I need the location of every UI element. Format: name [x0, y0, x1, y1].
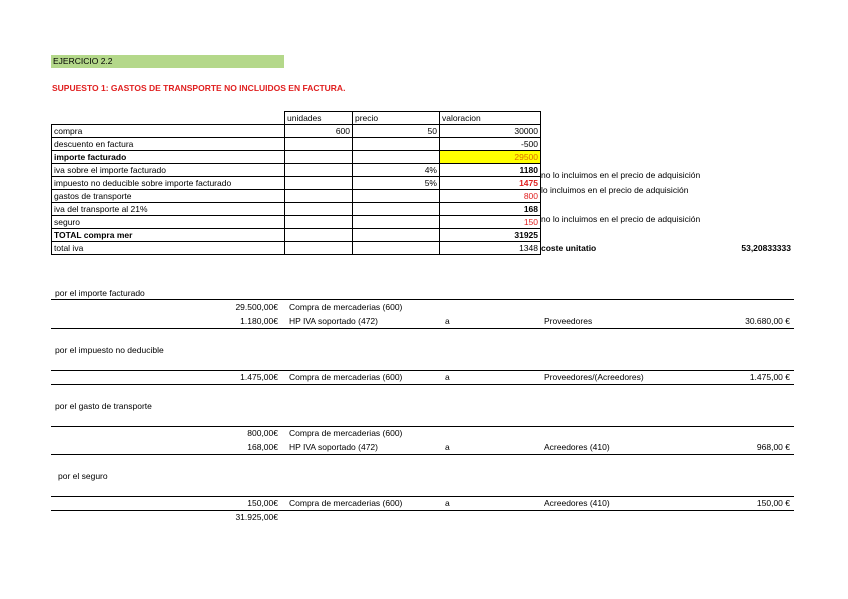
header-unidades: unidades: [285, 112, 353, 125]
entry-credit-account: Acreedores (410): [544, 442, 610, 452]
cell-valoracion: 31925: [440, 229, 541, 242]
entry-amount: 1.180,00€: [240, 316, 278, 326]
cell-unidades: 600: [285, 125, 353, 138]
divider: [51, 384, 794, 385]
cell-precio: [353, 203, 440, 216]
cell-valoracion-highlight: 29500: [440, 151, 541, 164]
coste-unitario-label: coste unitatio: [541, 243, 597, 253]
note-iva-transporte: no lo incluimos en el precio de adquisición: [541, 213, 701, 224]
divider: [51, 328, 794, 329]
cell-unidades: [285, 229, 353, 242]
cell-valoracion: 168: [440, 203, 541, 216]
row-label: importe facturado: [52, 151, 285, 164]
entry-credit-amount: 1.475,00 €: [749, 372, 790, 382]
cell-precio: [353, 216, 440, 229]
cell-valoracion: 1348: [440, 242, 541, 255]
supuesto-title: SUPUESTO 1: GASTOS DE TRANSPORTE NO INCLUIDOS EN FACTURA.: [52, 83, 346, 93]
divider: [51, 496, 794, 497]
cell-unidades: [285, 164, 353, 177]
cell-valoracion: 30000: [440, 125, 541, 138]
cell-precio: 4%: [353, 164, 440, 177]
cell-unidades: [285, 151, 353, 164]
entry-a: a: [445, 372, 450, 382]
journal-title-importe: por el importe facturado: [55, 288, 145, 298]
row-label: descuento en factura: [52, 138, 285, 151]
entry-credit-account: Proveedores/(Acreedores): [544, 372, 644, 382]
row-label: seguro: [52, 216, 285, 229]
row-label: gastos de transporte: [52, 190, 285, 203]
cell-valoracion: 150: [440, 216, 541, 229]
cell-precio: [353, 229, 440, 242]
journal-total: 31.925,00€: [235, 512, 278, 522]
divider: [51, 510, 794, 511]
entry-amount: 150,00€: [247, 498, 278, 508]
table-row: [52, 151, 541, 164]
table-row: [52, 190, 541, 203]
cell-unidades: [285, 242, 353, 255]
entry-account: HP IVA soportado (472): [289, 442, 378, 452]
table-row: [52, 229, 541, 242]
cell-precio: [353, 151, 440, 164]
cell-unidades: [285, 190, 353, 203]
cell-unidades: [285, 203, 353, 216]
exercise-title: EJERCICIO 2.2: [51, 55, 284, 68]
table-row: [52, 242, 541, 255]
row-label: iva del transporte al 21%: [52, 203, 285, 216]
cell-unidades: [285, 177, 353, 190]
calculation-table: [51, 111, 541, 255]
cell-unidades: [285, 216, 353, 229]
journal-title-impuesto: por el impuesto no deducible: [55, 345, 164, 355]
cell-unidades: [285, 138, 353, 151]
entry-a: a: [445, 316, 450, 326]
cell-valoracion: 1475: [440, 177, 541, 190]
coste-unitario-value: 53,20833333: [741, 243, 791, 253]
divider: [51, 426, 794, 427]
cell-precio: [353, 242, 440, 255]
journal-title-seguro: por el seguro: [58, 471, 108, 481]
table-header-row: [52, 112, 541, 125]
entry-account: Compra de mercaderias (600): [289, 498, 403, 508]
entry-account: Compra de mercaderias (600): [289, 428, 403, 438]
cell-precio: [353, 190, 440, 203]
entry-a: a: [445, 442, 450, 452]
table-row: [52, 164, 541, 177]
cell-valoracion: -500: [440, 138, 541, 151]
entry-account: HP IVA soportado (472): [289, 316, 378, 326]
row-label: TOTAL compra mer: [52, 229, 285, 242]
entry-amount: 1.475,00€: [240, 372, 278, 382]
header-precio: precio: [353, 112, 440, 125]
entry-credit-account: Proveedores: [544, 316, 593, 326]
divider: [51, 299, 794, 300]
table-row: [52, 125, 541, 138]
cell-valoracion: 800: [440, 190, 541, 203]
entry-amount: 168,00€: [247, 442, 278, 452]
row-label: iva sobre el importe facturado: [52, 164, 285, 177]
header-valoracion: valoracion: [440, 112, 541, 125]
note-iva: no lo incluimos en el precio de adquisición: [541, 170, 701, 180]
header-blank: [52, 112, 285, 125]
entry-amount: 800,00€: [247, 428, 278, 438]
note-impuesto: lo incluimos en el precio de adquisición: [541, 184, 689, 195]
entry-credit-amount: 968,00 €: [756, 442, 790, 452]
cell-valoracion: 1180: [440, 164, 541, 177]
table-row: [52, 216, 541, 229]
table-row: [52, 177, 541, 190]
entry-account: Compra de mercaderias (600): [289, 302, 403, 312]
entry-credit-account: Acreedores (410): [544, 498, 610, 508]
cell-precio: [353, 138, 440, 151]
row-label: total iva: [52, 242, 285, 255]
table-row: [52, 138, 541, 151]
entry-amount: 29.500,00€: [235, 302, 278, 312]
entry-a: a: [445, 498, 450, 508]
entry-credit-amount: 30.680,00 €: [745, 316, 790, 326]
divider: [51, 454, 794, 455]
divider: [51, 370, 794, 371]
row-label: impuesto no deducible sobre importe facturado: [52, 177, 285, 190]
table-row: [52, 203, 541, 216]
cell-precio: 50: [353, 125, 440, 138]
entry-credit-amount: 150,00 €: [756, 498, 790, 508]
entry-account: Compra de mercaderias (600): [289, 372, 403, 382]
cell-precio: 5%: [353, 177, 440, 190]
row-label: compra: [52, 125, 285, 138]
journal-title-transporte: por el gasto de transporte: [55, 401, 152, 411]
